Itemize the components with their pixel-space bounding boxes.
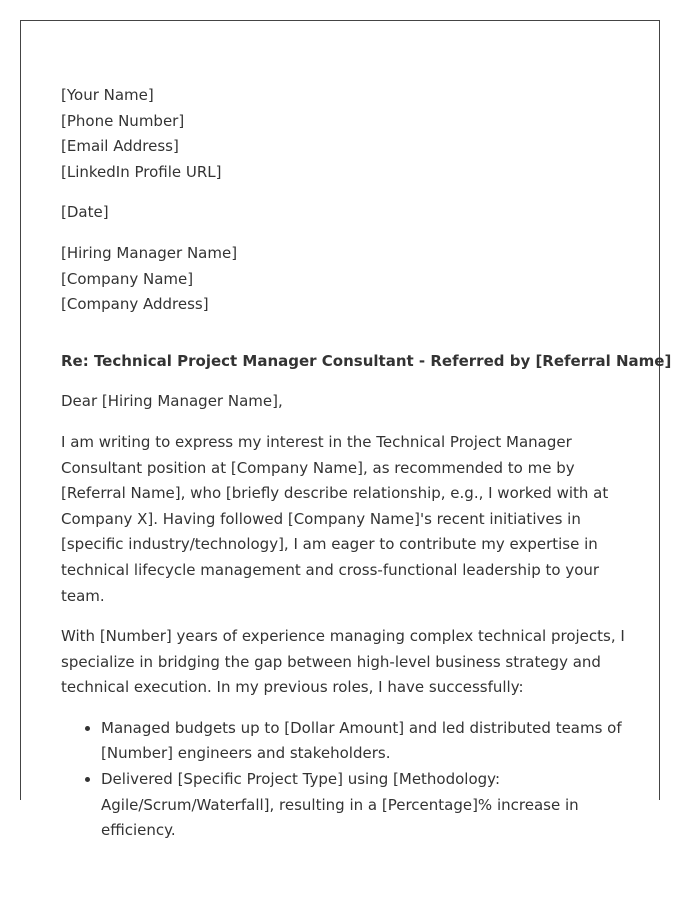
recipient-block <box>61 241 631 318</box>
body-paragraph-2: With [Number] years of experience managing complex technical projects, I specialize in bridging the gap between high-level business strategy and technical execution. In my previous roles, I have successfully: <box>61 627 625 697</box>
sender-block <box>61 83 631 185</box>
achievement-item: • Managed budgets up to [Dollar Amount] and led distributed teams of [Number] engineers and stakeholders. <box>101 716 631 767</box>
salutation: Dear [Hiring Manager Name], <box>61 392 283 411</box>
sender-linkedin: [LinkedIn Profile URL] <box>61 162 222 181</box>
sender-email: [Email Address] <box>61 137 179 156</box>
body-paragraph-1: I am writing to express my interest in the Technical Project Manager Consultant position at [Company Name], as recommended to me by [Referral Name], who [briefly describe relationship, e.g., I worked with at Company X]. Having followed [Company Name]'s recent initiatives in [specific industry/technology], I am eager to contribute my expertise in technical lifecycle management and cross-functional leadership to your team. <box>61 432 609 605</box>
sender-name: [Your Name] <box>61 86 154 104</box>
achievement-item: • Delivered [Specific Project Type] using [Methodology: Agile/Scrum/Waterfall], resulting in a [Percentage]% increase in efficiency. <box>101 767 631 844</box>
achievement-list <box>61 716 631 844</box>
recipient-company: [Company Name] <box>61 269 194 288</box>
letter-date: [Date] <box>61 203 109 222</box>
recipient-address: [Company Address] <box>61 295 209 314</box>
letter-body <box>61 83 672 844</box>
sender-phone: [Phone Number] <box>61 111 185 130</box>
letter-page <box>20 20 672 840</box>
subject-line: Re: Technical Project Manager Consultant - Referred by [Referral Name] <box>61 351 672 370</box>
recipient-name: [Hiring Manager Name] <box>61 243 238 262</box>
date-block <box>61 200 631 226</box>
